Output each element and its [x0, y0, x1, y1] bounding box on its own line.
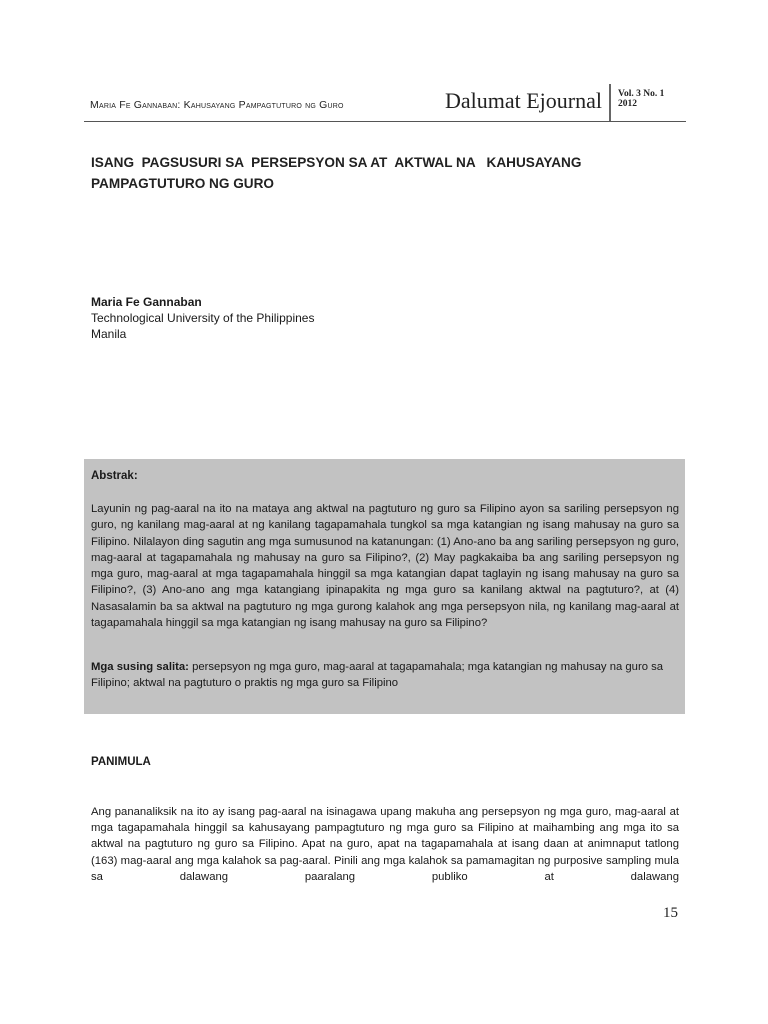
author-city: Manila: [91, 327, 127, 341]
page-number: 15: [663, 905, 678, 921]
body-paragraph: Ang pananaliksik na ito ay isang pag-aaral na isinagawa upang makuha ang persepsyon ng mga guro, mag-aaral at mga tagapamahala hinggil sa kahusayang pampagtuturo ng mga guro sa Filipino at maihambing ang mga ito sa aktwal na pagtuturo ng guro sa Filipino. Apat na guro, apat na tagapamahala at isang daan at animnaput tatlong (163) mag-aaral ang mga kalahok sa pag-aaral. Pinili ang mga kalahok sa pamamagitan ng purposive sampling mula sa dalawang paaralang publiko at dalawang: [91, 806, 679, 883]
header-divider: [609, 84, 611, 121]
volume-year: 2012: [618, 99, 637, 109]
author-name: Maria Fe Gannaban: [91, 295, 202, 309]
page-header: [84, 84, 686, 122]
article-title: ISANG PAGSUSURI SA PERSEPSYON SA AT AKTWAL NA KAHUSAYANG PAMPAGTUTURO NG GURO: [91, 155, 582, 191]
keywords-label: Mga susing salita:: [91, 661, 189, 673]
section-heading: PANIMULA: [91, 756, 151, 768]
author-block: [91, 294, 314, 342]
volume-info: [618, 89, 664, 109]
journal-name: Dalumat Ejournal: [444, 88, 602, 113]
keywords: [91, 659, 679, 692]
abstract-label: Abstrak:: [91, 470, 138, 482]
author-affiliation: Technological University of the Philippines: [91, 311, 315, 325]
keywords-text: persepsyon ng mga guro, mag-aaral at tagapamahala; mga katangian ng mahusay na guro sa Filipino; aktwal na pagtuturo o praktis ng mga guro sa Filipino: [91, 661, 664, 690]
running-head: Maria Fe Gannaban: Kahusayang Pampagtuturo ng Guro: [90, 99, 344, 111]
abstract-box: [84, 459, 685, 714]
volume-number: Vol. 3 No. 1: [618, 89, 665, 99]
abstract-text: Layunin ng pag-aaral na ito na mataya ang aktwal na pagtuturo ng guro sa Filipino ayon sa sariling persepsyon ng guro, ng kanilang mag-aaral at ng kanilang tagapamahala tungkol sa mga katangian ng isang mahusay na guro sa Filipino. Nilalayon ding sagutin ang mga sumusunod na katanungan: (1) Ano-ano ba ang sariling persepsyon ng guro, mag-aaral at tagapamahala ng mahusay na guro sa Filipino?, (2) May pagkakaiba ba ang sariling persepsyon ng mga guro, mag-aaral at mga tagapamahala hinggil sa mga katangian dapat taglayin ng isang mahusay na guro sa Filipino?, (3) Ano-ano ang mga katangiang ipinapakita ng mga guro sa kanilang aktwal na pagtuturo?, at (4) Nasasalamin ba sa aktwal na pagtuturo ng mga gurong kalahok ang mga persepsyon nila, ng kanilang mag-aaral at tagapamahala hinggil sa mga katangian ng isang mahusay na guro sa Filipino?: [91, 503, 679, 630]
